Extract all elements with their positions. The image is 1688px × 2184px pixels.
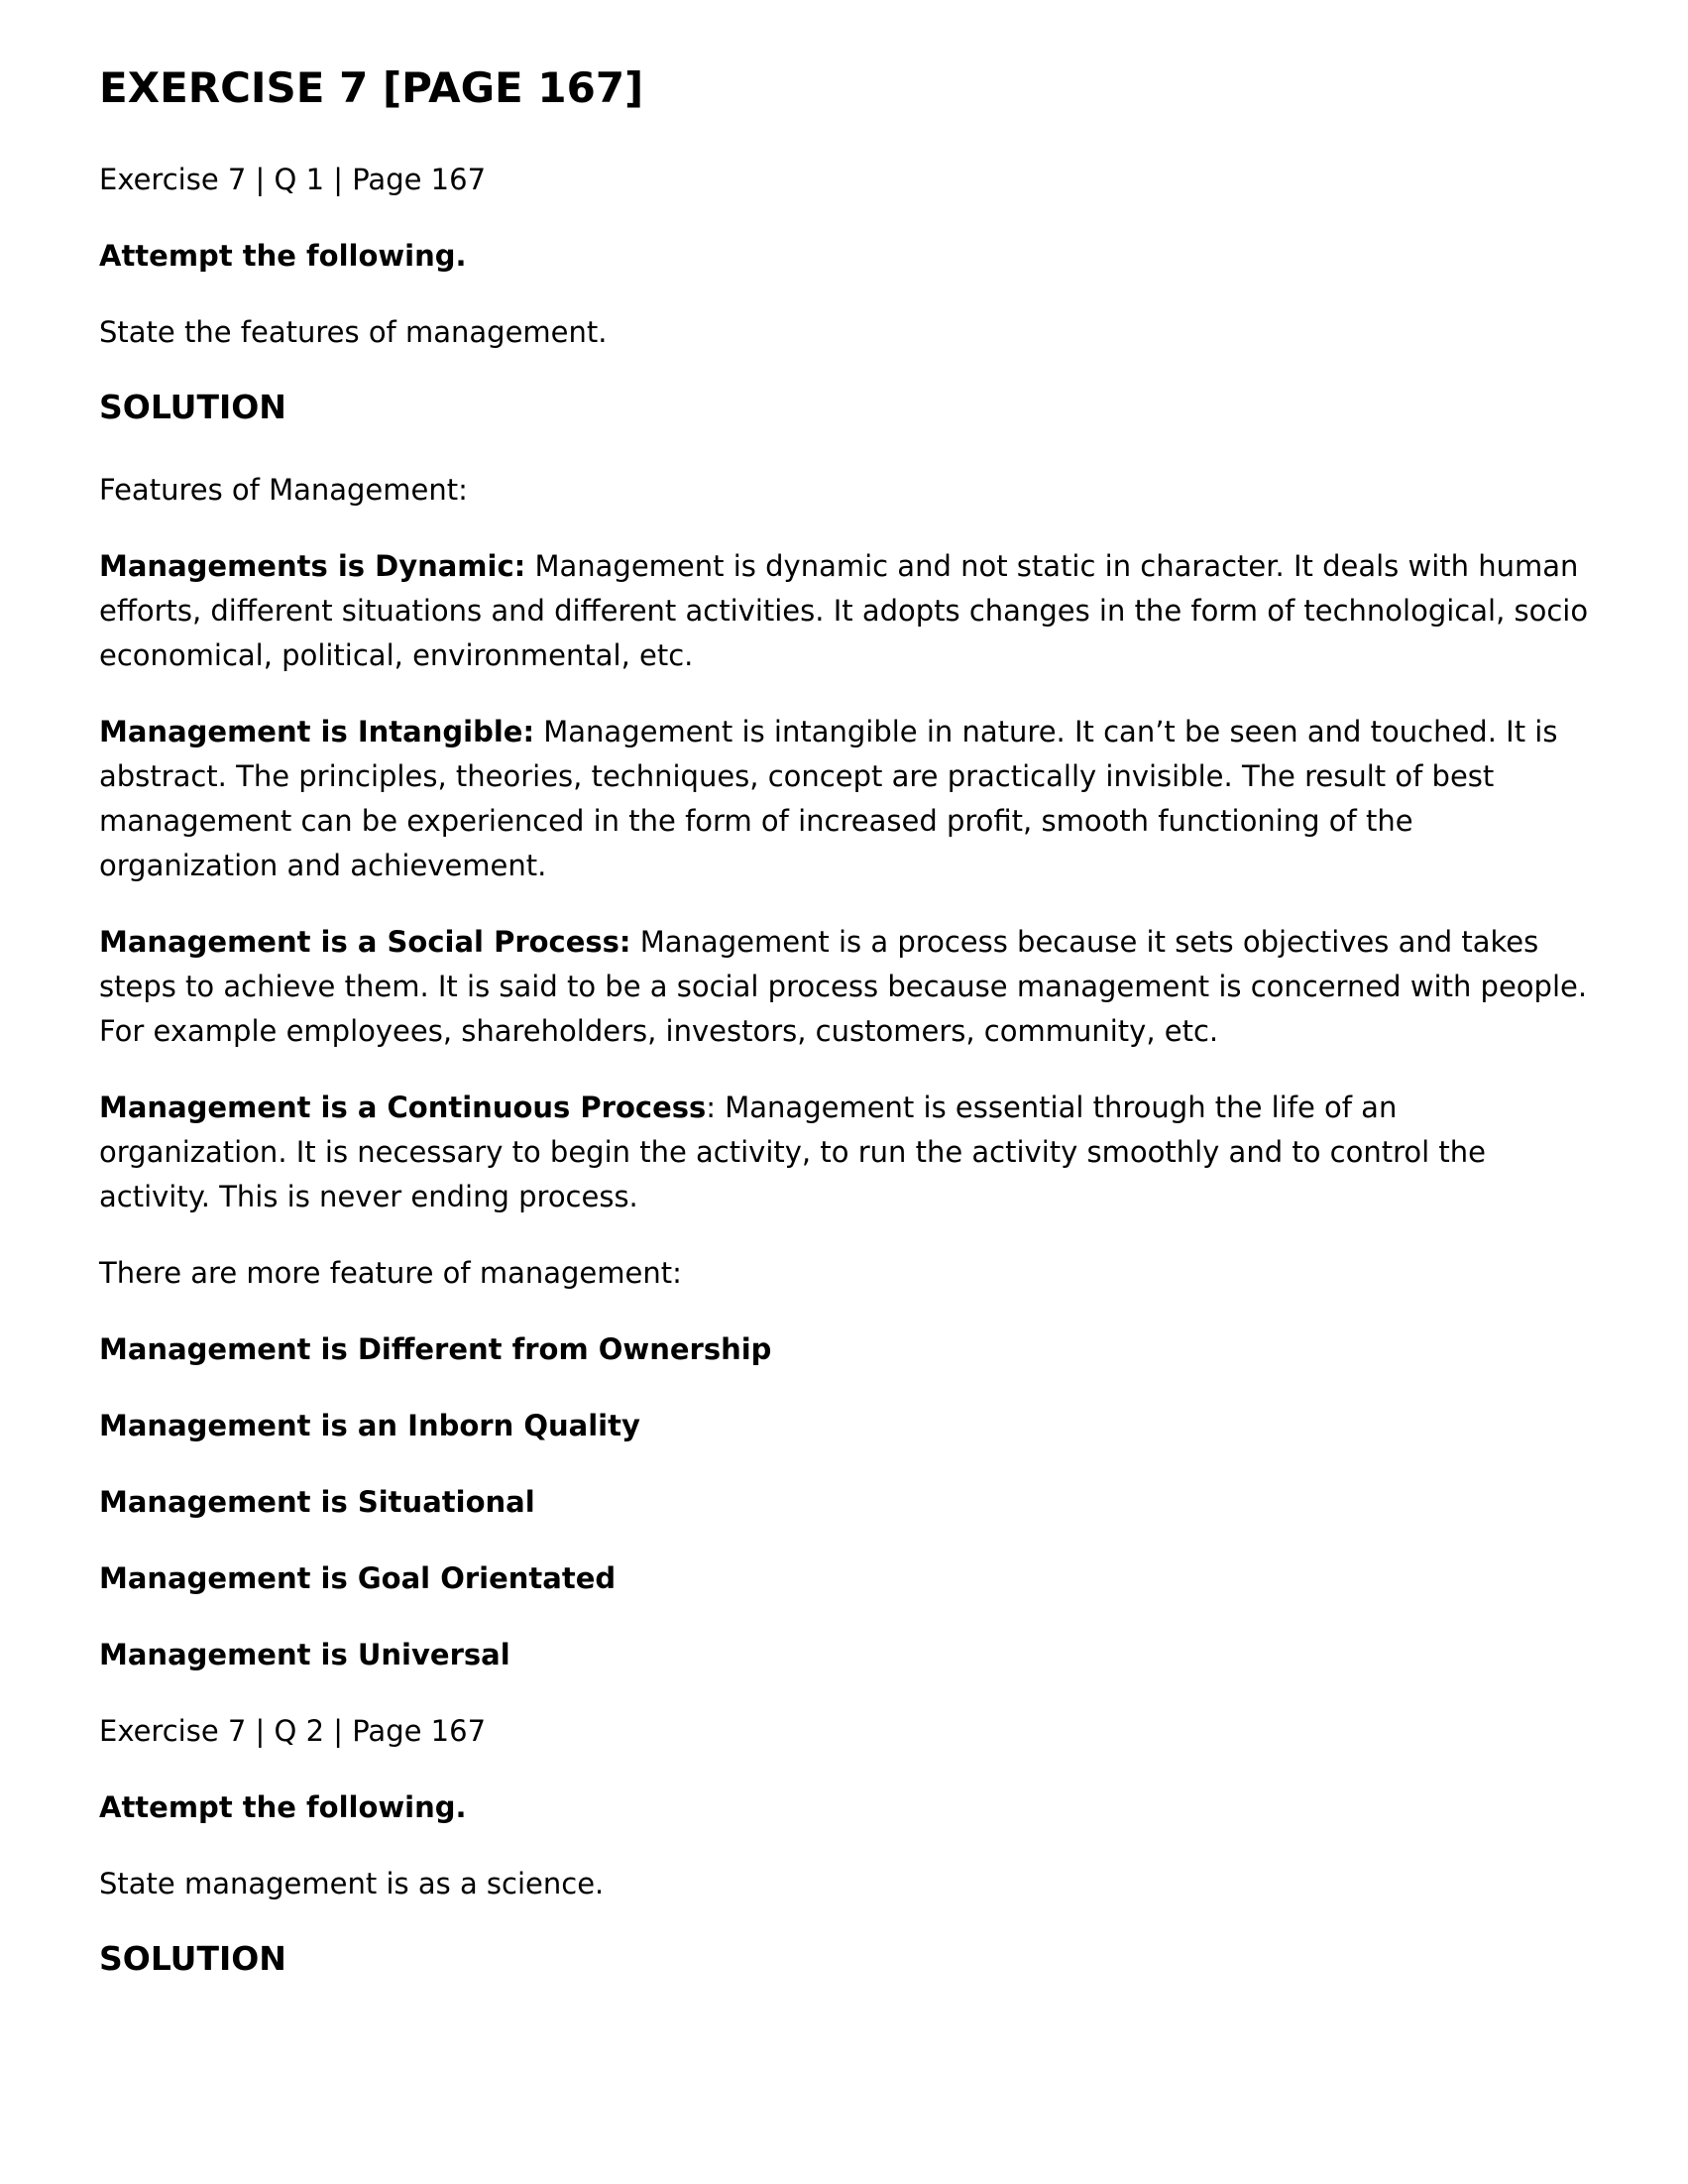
feature-intangible-lead: Management is Intangible: bbox=[99, 715, 535, 748]
question-1-prompt: Attempt the following. bbox=[99, 239, 467, 273]
feature-social-process-paragraph bbox=[99, 920, 1589, 1054]
feature-item-universal: Management is Universal bbox=[99, 1638, 510, 1671]
solution-1-heading: SOLUTION bbox=[99, 388, 286, 426]
feature-item-inborn-quality: Management is an Inborn Quality bbox=[99, 1409, 640, 1442]
feature-social-process-lead: Management is a Social Process: bbox=[99, 925, 631, 959]
question-1-meta: Exercise 7 | Q 1 | Page 167 bbox=[99, 163, 487, 196]
question-2-meta: Exercise 7 | Q 2 | Page 167 bbox=[99, 1714, 487, 1748]
question-2-text: State management is as a science. bbox=[99, 1867, 605, 1900]
more-features-intro: There are more feature of management: bbox=[99, 1256, 682, 1290]
feature-continuous-process-paragraph bbox=[99, 1086, 1589, 1219]
feature-item-goal-orientated: Management is Goal Orientated bbox=[99, 1561, 617, 1595]
feature-continuous-process-body: : Management is essential through the life of an organization. It is necessary to begin the activity, to run the activity smoothly and to control the activity. This is never ending process. bbox=[99, 1091, 1486, 1213]
feature-social-process-body: Management is a process because it sets objectives and takes steps to achieve them. It is said to be a social process because management is concerned with people. For example employees, shareholders, investors, customers, community, etc. bbox=[99, 925, 1588, 1048]
feature-dynamic-paragraph bbox=[99, 544, 1589, 678]
feature-dynamic-lead: Managements is Dynamic: bbox=[99, 549, 526, 583]
question-2-prompt: Attempt the following. bbox=[99, 1790, 467, 1824]
question-1-text: State the features of management. bbox=[99, 315, 608, 349]
feature-intangible-body: Management is intangible in nature. It can’t be seen and touched. It is abstract. The principles, theories, techniques, concept are practically invisible. The result of best management can be experienced in the form of increased profit, smooth functioning of the organization and achievement. bbox=[99, 715, 1558, 882]
feature-item-situational: Management is Situational bbox=[99, 1485, 535, 1519]
feature-item-ownership: Management is Different from Ownership bbox=[99, 1332, 772, 1366]
solution-2-heading: SOLUTION bbox=[99, 1939, 286, 1978]
exercise-title: EXERCISE 7 [PAGE 167] bbox=[99, 63, 644, 112]
feature-dynamic-body: Management is dynamic and not static in character. It deals with human efforts, different situations and different activities. It adopts changes in the form of technological, socio economical, political, environmental, etc. bbox=[99, 549, 1589, 672]
solution-1-intro: Features of Management: bbox=[99, 473, 468, 507]
feature-continuous-process-lead: Management is a Continuous Process bbox=[99, 1091, 707, 1124]
feature-intangible-paragraph bbox=[99, 710, 1589, 888]
